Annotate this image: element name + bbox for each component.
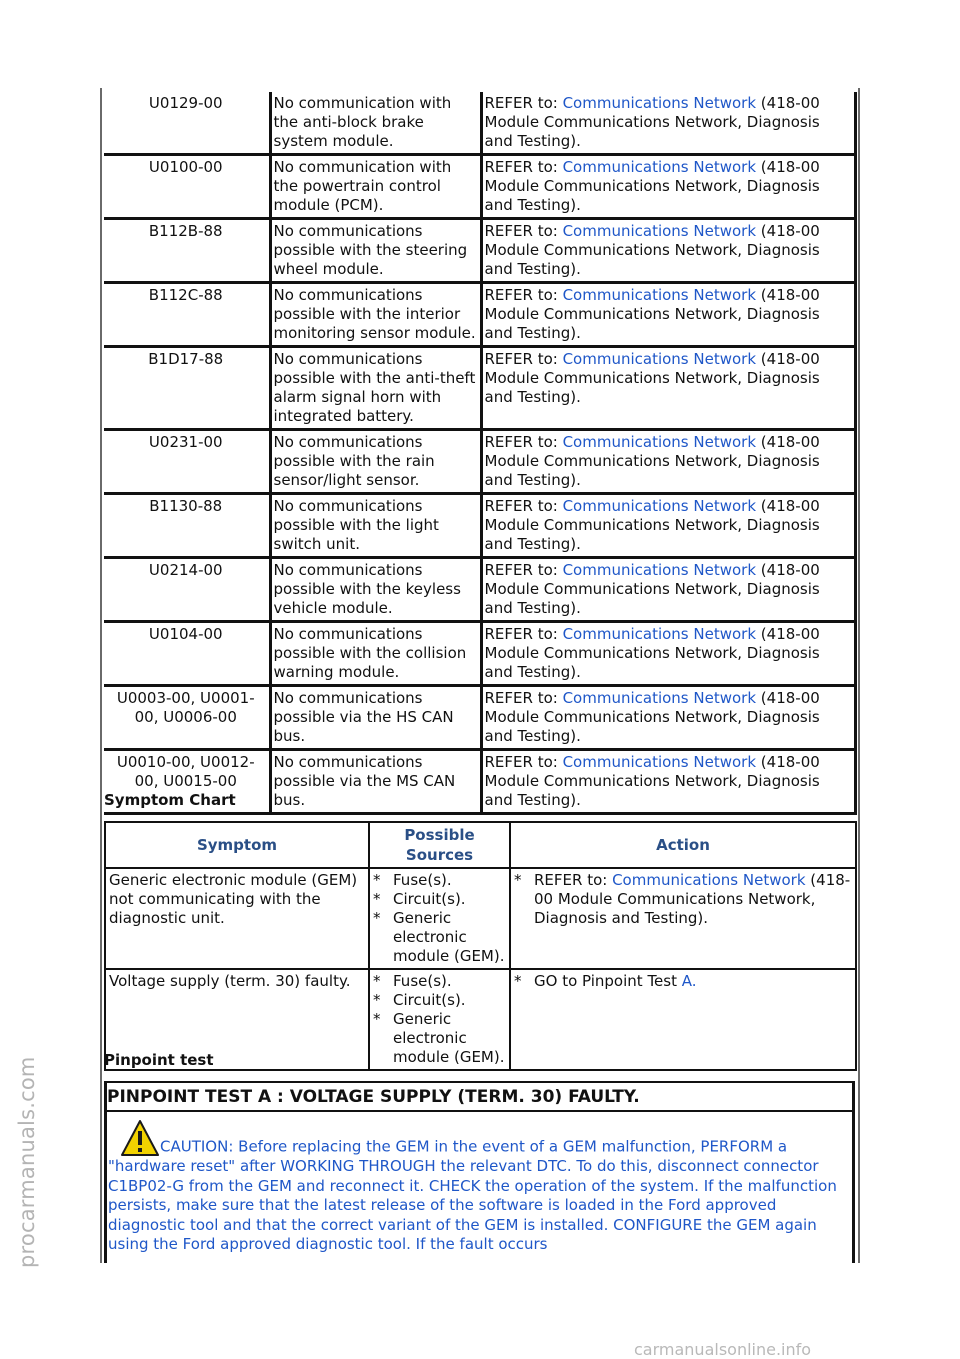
possible-source-item [373,871,506,890]
refer-suffix: (418-00 Module Communications Network, Diagnosis and Testing). [484,497,820,553]
refer-suffix: (418-00 Module Communications Network, Diagnosis and Testing). [484,350,820,406]
possible-source-item [373,972,506,991]
page-frame-right [858,88,860,1263]
refer-suffix: (418-00 Module Communications Network, Diagnosis and Testing). [484,689,820,745]
refer-prefix: REFER to: [484,689,563,707]
possible-source-text: Generic electronic module (GEM). [393,1010,505,1066]
refer-suffix: (418-00 Module Communications Network, Diagnosis and Testing). [484,158,820,214]
bottom-watermark: carmanualsonline.info [634,1340,812,1359]
communications-network-link[interactable]: Communications Network [562,497,757,515]
caution-text: CAUTION: Before replacing the GEM in the event of a GEM malfunction, PERFORM a "hardware reset" after WORKING THROUGH the relevant DTC. To do this, disconnect connector C1BP02-G from the GEM and reconnect it. CHECK the operation of the system. If the malfunction persists, make sure that the latest release of the software is loaded in the Ford approved diagnostic tool and that the correct variant of the GEM is installed. CONFIGURE the GEM again using the Ford approved diagnostic tool. If the fault occurs [108,1137,837,1254]
possible-source-text: Fuse(s). [393,972,452,990]
dtc-code: U0003-00, U0001-00, U0006-00 [104,686,270,750]
warning-triangle-icon [120,1119,160,1157]
possible-sources-list [373,972,506,1067]
dtc-description: No communications possible with the rain sensor/light sensor. [270,430,481,494]
refer-prefix: REFER to: [484,753,563,771]
side-watermark: procarmanuals.com [15,1056,39,1268]
possible-source-item [373,890,506,909]
communications-network-link[interactable]: Communications Network [562,753,757,771]
symptom-chart-header-row [105,822,856,868]
action-item [514,871,852,928]
dtc-code: U0104-00 [104,622,270,686]
dtc-action [481,558,855,622]
refer-suffix: (418-00 Module Communications Network, Diagnosis and Testing). [484,625,820,681]
dtc-action [481,347,855,430]
dtc-description: No communications possible with the anti-theft alarm signal horn with integrated battery. [270,347,481,430]
dtc-table [104,92,857,815]
action-link[interactable]: A. [681,972,697,990]
symptom-header: Symptom [105,822,369,868]
dtc-row [104,155,855,219]
symptom-cell: Voltage supply (term. 30) faulty. [105,969,369,1070]
refer-suffix: (418-00 Module Communications Network, Diagnosis and Testing). [484,433,820,489]
refer-prefix: REFER to: [484,350,563,368]
possible-sources-list [373,871,506,966]
possible-source-text: Circuit(s). [393,991,466,1009]
refer-prefix: REFER to: [484,433,563,451]
symptom-row [105,969,856,1070]
refer-suffix: (418-00 Module Communications Network, Diagnosis and Testing). [484,561,820,617]
dtc-action [481,622,855,686]
refer-prefix: REFER to: [484,625,563,643]
possible-source-text: Fuse(s). [393,871,452,889]
dtc-description: No communication with the powertrain control module (PCM). [270,155,481,219]
dtc-code: U0129-00 [104,92,270,155]
dtc-code: B112C-88 [104,283,270,347]
dtc-code: U0214-00 [104,558,270,622]
dtc-description: No communications possible via the HS CAN bus. [270,686,481,750]
dtc-code: B1D17-88 [104,347,270,430]
refer-prefix: REFER to: [484,497,563,515]
dtc-row [104,219,855,283]
possible-sources-header: Possible Sources [369,822,510,868]
symptom-cell: Generic electronic module (GEM) not communicating with the diagnostic unit. [105,868,369,969]
symptom-chart-table [104,821,857,1071]
communications-network-link[interactable]: Communications Network [562,350,757,368]
dtc-action [481,750,855,814]
pinpoint-test-box [104,1081,855,1263]
dtc-description: No communications possible with the keyless vehicle module. [270,558,481,622]
dtc-row [104,494,855,558]
dtc-row [104,558,855,622]
action-link[interactable]: Communications Network [612,871,806,889]
dtc-description: No communications possible with the interior monitoring sensor module. [270,283,481,347]
dtc-row [104,92,855,155]
dtc-code: B112B-88 [104,219,270,283]
dtc-description: No communications possible via the MS CAN bus. [270,750,481,814]
dtc-action [481,430,855,494]
dtc-code: U0231-00 [104,430,270,494]
action-prefix: GO to Pinpoint Test [534,972,682,990]
action-list [514,871,852,928]
possible-source-item [373,1010,506,1067]
refer-prefix: REFER to: [484,158,563,176]
bullet-star: * [514,871,522,889]
bullet-star: * [373,972,381,990]
page-frame-left [100,88,102,1263]
communications-network-link[interactable]: Communications Network [562,561,757,579]
action-header: Action [510,822,856,868]
refer-suffix: (418-00 Module Communications Network, Diagnosis and Testing). [484,222,820,278]
dtc-row [104,622,855,686]
refer-prefix: REFER to: [484,561,563,579]
pinpoint-test-heading: Pinpoint test [104,1051,214,1069]
refer-suffix: (418-00 Module Communications Network, Diagnosis and Testing). [484,286,820,342]
dtc-description: No communications possible with the light switch unit. [270,494,481,558]
dtc-code: U0100-00 [104,155,270,219]
possible-source-text: Generic electronic module (GEM). [393,909,505,965]
dtc-row [104,347,855,430]
communications-network-link[interactable]: Communications Network [562,689,757,707]
dtc-action [481,219,855,283]
symptom-chart-heading: Symptom Chart [104,791,236,809]
dtc-action [481,283,855,347]
communications-network-link[interactable]: Communications Network [562,433,757,451]
caution-note [108,1119,848,1255]
dtc-description: No communications possible with the steering wheel module. [270,219,481,283]
communications-network-link[interactable]: Communications Network [562,158,757,176]
action-item [514,972,852,991]
pinpoint-test-title: PINPOINT TEST A : VOLTAGE SUPPLY (TERM. 30) FAULTY. [107,1083,852,1112]
action-list [514,972,852,991]
refer-prefix: REFER to: [484,94,563,112]
refer-suffix: (418-00 Module Communications Network, Diagnosis and Testing). [484,94,820,150]
dtc-action [481,686,855,750]
possible-source-text: Circuit(s). [393,890,466,908]
dtc-description: No communication with the anti-block brake system module. [270,92,481,155]
action-prefix: REFER to: [534,871,613,889]
possible-source-item [373,909,506,966]
possible-sources-cell [369,969,510,1070]
communications-network-link[interactable]: Communications Network [562,94,757,112]
refer-prefix: REFER to: [484,286,563,304]
dtc-action [481,155,855,219]
bullet-star: * [373,909,381,927]
dtc-description: No communications possible with the collision warning module. [270,622,481,686]
action-suffix: (418-00 Module Communications Network, Diagnosis and Testing). [534,871,851,927]
dtc-row [104,283,855,347]
possible-source-item [373,991,506,1010]
bullet-star: * [373,871,381,889]
action-cell [510,969,856,1070]
bullet-star: * [514,972,522,990]
communications-network-link[interactable]: Communications Network [562,625,757,643]
symptom-row [105,868,856,969]
dtc-action [481,494,855,558]
action-cell [510,868,856,969]
dtc-code: U0010-00, U0012-00, U0015-00 [104,750,270,814]
communications-network-link[interactable]: Communications Network [562,222,757,240]
dtc-code: B1130-88 [104,494,270,558]
possible-sources-cell [369,868,510,969]
dtc-row [104,686,855,750]
dtc-action [481,92,855,155]
bullet-star: * [373,991,381,1009]
bullet-star: * [373,1010,381,1028]
refer-suffix: (418-00 Module Communications Network, Diagnosis and Testing). [484,753,820,809]
dtc-row [104,430,855,494]
communications-network-link[interactable]: Communications Network [562,286,757,304]
bullet-star: * [373,890,381,908]
refer-prefix: REFER to: [484,222,563,240]
